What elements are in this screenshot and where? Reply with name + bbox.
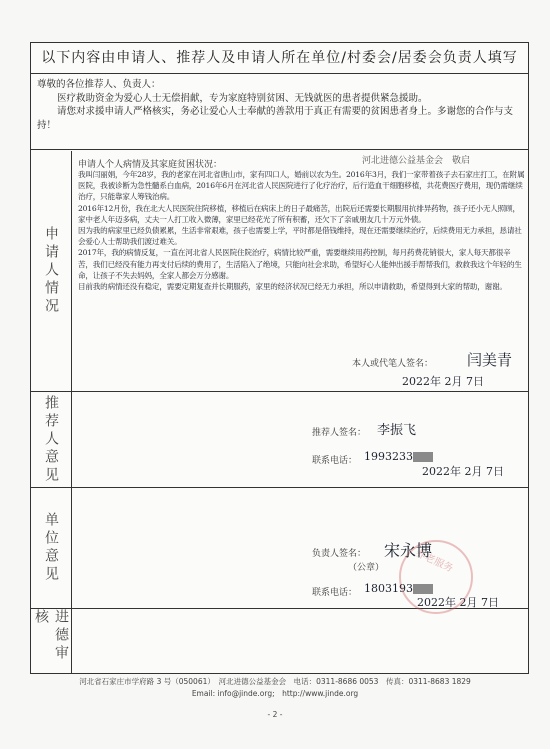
applicant-heading: 申请人个人病情及其家庭贫困状况： xyxy=(78,160,223,170)
application-form xyxy=(30,42,529,674)
recommender-label: 推荐人意见 xyxy=(31,392,72,487)
page-number: - 2 - xyxy=(267,710,283,719)
narrative-paragraph: 我叫闫丽娟，今年28岁，我的老家在河北省唐山市，家有四口人，婚前以农为生。2016年3月，我们一家带着孩子去石家庄打工，在附属医院，我被诊断为急性髓系白血病，2016年6月在河北省人民医院进行了化疗治疗，后行造血干细胞移植，共花费医疗费用，现仍需继续治疗，只能靠家人筹钱治病。 xyxy=(78,170,525,202)
recommender-phone: 1993233 xyxy=(364,450,433,463)
recommender-date: 2022年 2月 7日 xyxy=(422,465,504,478)
applicant-label: 申请人情况 xyxy=(31,151,72,391)
jinde-label: 进德审核 xyxy=(31,609,72,673)
recommender-phone-label: 联系电话： xyxy=(312,456,358,466)
applicant-narrative xyxy=(78,169,525,292)
unit-sig-label: 负责人签名： xyxy=(312,549,367,559)
redaction-mark xyxy=(413,584,433,594)
unit-cell xyxy=(72,488,528,608)
footer-address: 河北省石家庄市学府路 3 号（050061） 河北进德公益基金会 电话：0311-8686 0053 传真：0311-8683 1829 xyxy=(79,677,471,686)
applicant-signature: 闫美青 xyxy=(467,351,513,369)
unit-seal-note: （公章） xyxy=(348,563,385,573)
notice-box xyxy=(31,74,528,150)
footer xyxy=(0,676,550,700)
applicant-sig-label: 本人或代笔人签名： xyxy=(352,359,434,369)
unit-phone-label: 联系电话： xyxy=(312,588,358,598)
recommender-signature: 李振飞 xyxy=(377,423,417,438)
notice-greeting: 尊敬的各位推荐人、负责人： xyxy=(37,79,161,90)
applicant-cell xyxy=(72,151,528,391)
unit-signature: 宋永博 xyxy=(384,541,433,560)
redaction-mark xyxy=(413,452,433,462)
official-seal: 养老服务 xyxy=(399,540,473,614)
notice-line2: 请您对求援申请人严格核实，务必让爱心人士奉献的善款用于真正有需要的贫困患者身上。多谢您的合作与支持！ xyxy=(37,106,514,131)
unit-label: 单位意见 xyxy=(31,488,72,608)
notice-line1: 医疗救助资金为爱心人士无偿捐献，专为家庭特别贫困、无钱就医的患者提供紧急援助。 xyxy=(57,92,428,104)
unit-phone: 1803193 xyxy=(364,582,433,595)
unit-date: 2022年 2月 7日 xyxy=(417,596,499,609)
narrative-paragraph: 目前我的病情还没有稳定，需要定期复查并长期服药，家里的经济状况已经无力承担，所以申请救助，希望得到大家的帮助，谢谢。 xyxy=(78,282,507,292)
form-title: 以下内容由申请人、推荐人及申请人所在单位/村委会/居委会负责人填写 xyxy=(31,43,528,74)
applicant-date: 2022年 2月 7日 xyxy=(402,375,484,388)
narrative-paragraph: 因为我的病家里已经负债累累，生活非常艰难，孩子也需要上学，平时都是借钱维持，现在还需要继续治疗，后续费用无力承担，恳请社会爱心人士帮助我们渡过难关。 xyxy=(78,226,522,247)
footer-contact: Email: info@jinde.org; http://www.jinde.org xyxy=(191,689,359,698)
jinde-cell xyxy=(72,609,528,673)
narrative-paragraph: 2016年12月份，我在北大人民医院住院移植，移植后在病床上的日子最痛苦，出院后还需要长期服用抗排异药物，孩子还小无人照顾，家中老人年迈多病，丈夫一人打工收入微薄，家里已经花光了所有积蓄，还欠下了亲戚朋友几十万元外债。 xyxy=(78,203,520,224)
unit-section xyxy=(31,488,528,609)
applicant-section xyxy=(31,151,528,392)
recommender-cell xyxy=(72,392,528,487)
narrative-paragraph: 2017年，我的病情反复，一直在河北省人民医院住院治疗，病情比较严重，需要继续用药控制，每月药费花销很大，家人每天都很辛苦，我们已经没有能力再支付后续的费用了，生活陷入了绝境，只能向社会求助，希望好心人能伸出援手帮帮我们，救救我这个年轻的生命，让孩子不失去妈妈，全家人都会万分感谢。 xyxy=(78,248,522,280)
recommender-section xyxy=(31,392,528,488)
recommender-sig-label: 推荐人签名： xyxy=(312,428,367,438)
notice-sign: 河北进德公益基金会 敬启 xyxy=(362,156,471,166)
jinde-review-section xyxy=(31,609,528,673)
